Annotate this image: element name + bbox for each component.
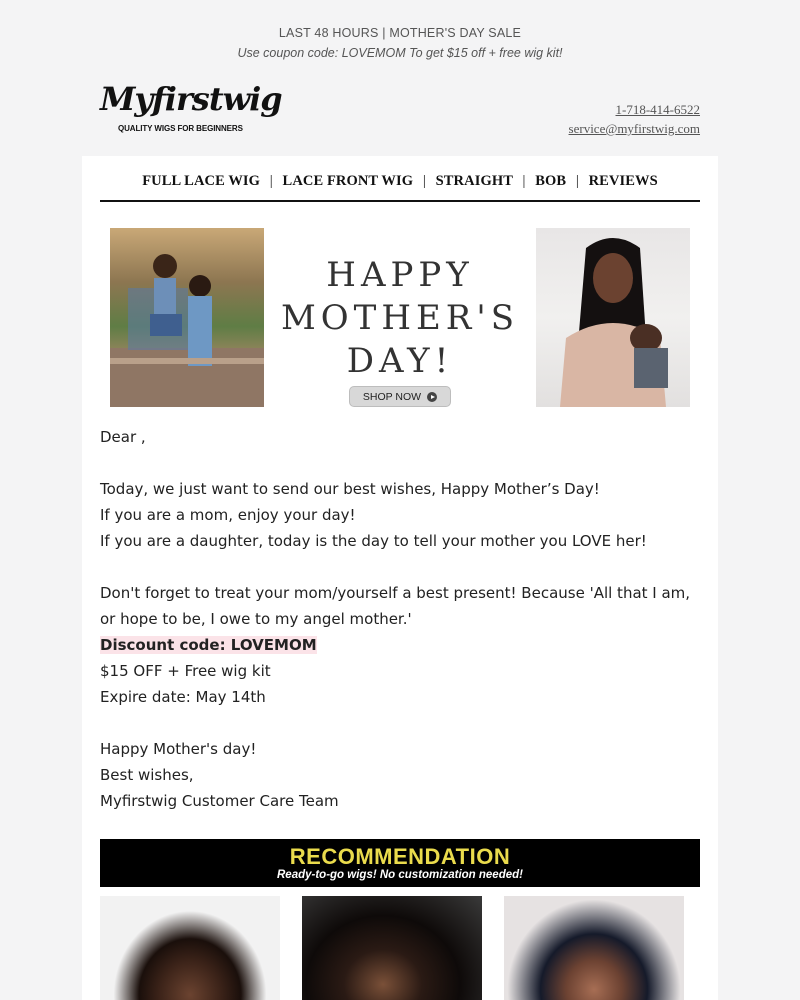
email-link[interactable]: service@myfirstwig.com (568, 121, 700, 136)
promo-coupon-line: Use coupon code: LOVEMOM To get $15 off + free wig kit! (237, 46, 563, 60)
product-image-straight-wig[interactable] (100, 896, 280, 1000)
nav-item-lace-front-wig[interactable]: LACE FRONT WIG (282, 173, 414, 189)
nav-item-straight[interactable]: STRAIGHT (435, 173, 513, 189)
signature: Myfirstwig Customer Care Team (100, 792, 339, 810)
letter-greeting: Dear , (100, 428, 146, 446)
closing-line-2: Best wishes, (100, 766, 194, 784)
phone-link[interactable]: 1-718-414-6522 (615, 102, 700, 117)
shop-now-button[interactable] (349, 386, 451, 407)
letter-body (100, 424, 704, 814)
promo-headline: LAST 48 HOURS | MOTHER'S DAY SALE (278, 26, 522, 40)
letter-paragraph-1: Today, we just want to send our best wishes, Happy Mother’s Day! (100, 480, 600, 498)
letter-paragraph-2: If you are a mom, enjoy your day! (100, 506, 356, 524)
hero-title-line3: DAY! (346, 341, 454, 381)
recommendation-banner (100, 839, 700, 887)
contact-info (569, 100, 700, 138)
nav-divider (100, 200, 700, 202)
nav-item-bob[interactable]: BOB (535, 173, 567, 189)
hero-title-line2: MOTHER'S (280, 298, 520, 338)
hero-photo-mother-baby[interactable] (536, 228, 690, 407)
hero-photo-mother-daughter[interactable] (110, 228, 264, 407)
shop-now-label: SHOP NOW (362, 390, 422, 403)
main-nav (100, 173, 700, 190)
nav-item-full-lace-wig[interactable]: FULL LACE WIG (142, 173, 261, 189)
discount-code: Discount code: LOVEMOM (100, 636, 317, 654)
product-image-bangs-wig[interactable] (504, 896, 684, 1000)
logo-text: Myfirstwig (100, 80, 282, 118)
offer-text: $15 OFF + Free wig kit (100, 662, 271, 680)
nav-separator: | (269, 173, 273, 189)
promo-banner (0, 26, 800, 60)
letter-paragraph-3: If you are a daughter, today is the day to tell your mother you LOVE her! (100, 532, 647, 550)
nav-separator: | (575, 173, 579, 189)
closing-line-1: Happy Mother's day! (100, 740, 257, 758)
expire-date: Expire date: May 14th (100, 688, 266, 706)
product-image-curly-wig[interactable] (302, 896, 482, 1000)
nav-separator: | (522, 173, 526, 189)
letter-paragraph-4: Don't forget to treat your mom/yourself a best present! Because 'All that I am, or hope to be, I owe to my angel mother.' (100, 584, 691, 628)
brand-logo[interactable] (100, 80, 282, 140)
recommendation-title: RECOMMENDATION (289, 844, 511, 869)
nav-item-reviews[interactable]: REVIEWS (588, 173, 658, 189)
nav-separator: | (422, 173, 426, 189)
play-circle-icon (427, 392, 437, 402)
hero-title (270, 254, 530, 383)
logo-tagline: QUALITY WIGS FOR BEGINNERS (118, 124, 243, 133)
recommendation-subtitle: Ready-to-go wigs! No customization needed! (277, 869, 523, 881)
hero-title-line1: HAPPY (326, 255, 474, 295)
